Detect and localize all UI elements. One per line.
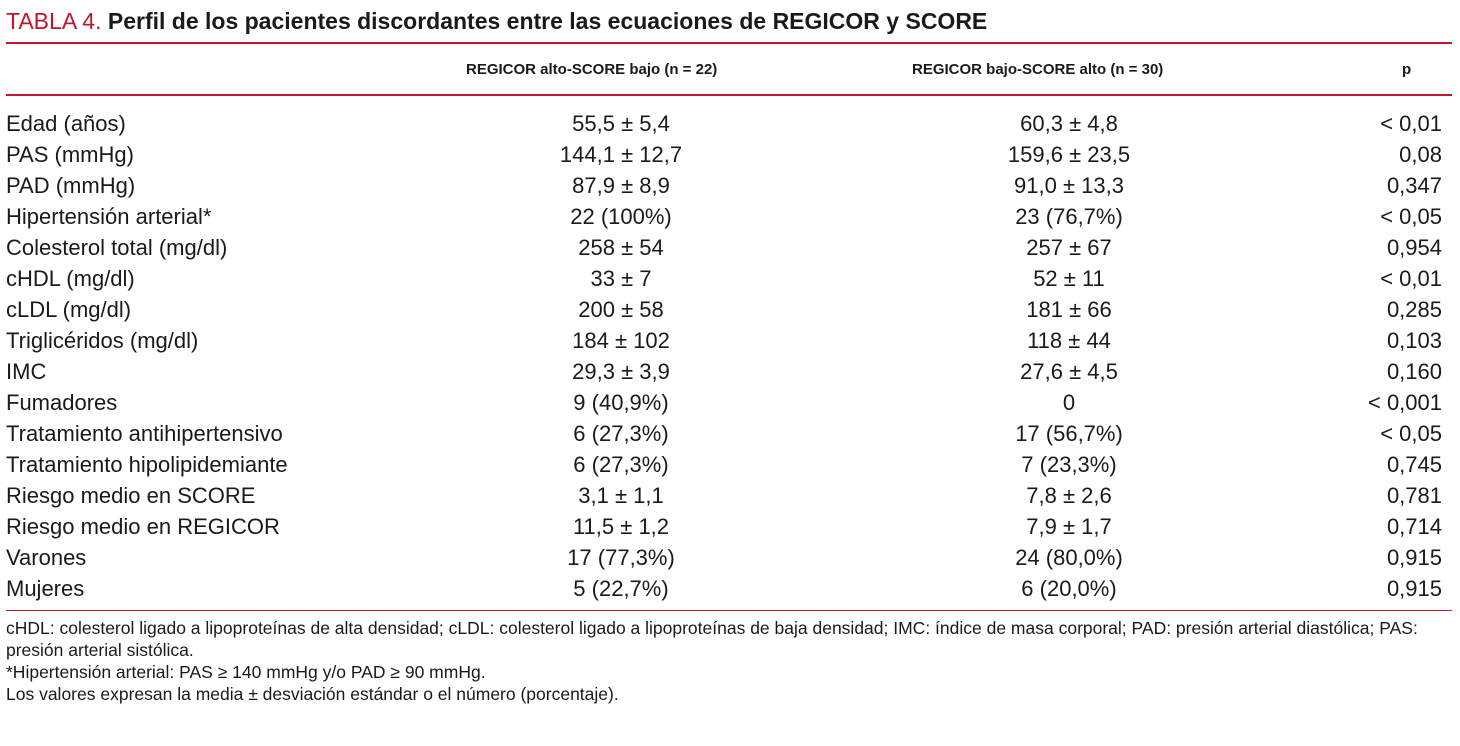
row-label: Riesgo medio en REGICOR [6, 514, 280, 539]
cell-p-value: 0,714 [1386, 514, 1442, 539]
header-divider [6, 94, 1452, 96]
cell-p-value: < 0,01 [1380, 266, 1442, 291]
cell-p-value: < 0,05 [1380, 421, 1442, 446]
cell-regicor-bajo: 0 [1062, 390, 1076, 415]
table-row [6, 232, 1452, 263]
table-row [6, 139, 1452, 170]
cell-regicor-bajo: 159,6 ± 23,5 [1007, 142, 1131, 167]
row-label: Fumadores [6, 390, 118, 415]
cell-regicor-alto: 22 (100%) [570, 204, 672, 229]
row-label: Triglicéridos (mg/dl) [6, 328, 199, 353]
cell-regicor-alto: 29,3 ± 3,9 [572, 359, 670, 384]
row-label: Tratamiento hipolipidemiante [6, 452, 288, 477]
table-row [6, 170, 1452, 201]
table-row [6, 294, 1452, 325]
row-label: IMC [6, 359, 47, 384]
table-row [6, 201, 1452, 232]
table-row [6, 511, 1452, 542]
table-row [6, 387, 1452, 418]
header-regicor-alto: REGICOR alto-SCORE bajo (n = 22) [466, 61, 718, 78]
cell-regicor-alto: 9 (40,9%) [573, 390, 669, 415]
row-label: Edad (años) [6, 111, 126, 136]
row-label: cLDL (mg/dl) [6, 297, 132, 322]
row-label: Mujeres [6, 576, 85, 601]
row-label: Tratamiento antihipertensivo [6, 421, 283, 446]
cell-p-value: 0,347 [1386, 173, 1442, 198]
cell-p-value: < 0,05 [1380, 204, 1442, 229]
table-body [6, 108, 1452, 604]
table-row [6, 449, 1452, 480]
cell-regicor-alto: 5 (22,7%) [573, 576, 669, 601]
cell-regicor-alto: 6 (27,3%) [573, 421, 669, 446]
cell-regicor-alto: 55,5 ± 5,4 [572, 111, 670, 136]
table-row [6, 108, 1452, 139]
cell-p-value: < 0,001 [1367, 390, 1442, 415]
table-row [6, 356, 1452, 387]
table-row [6, 480, 1452, 511]
table-header [6, 44, 1452, 94]
cell-regicor-alto: 87,9 ± 8,9 [572, 173, 670, 198]
cell-p-value: 0,954 [1386, 235, 1442, 260]
cell-regicor-bajo: 91,0 ± 13,3 [1014, 173, 1124, 198]
cell-regicor-alto: 33 ± 7 [590, 266, 652, 291]
footnote-hypertension: *Hipertensión arterial: PAS ≥ 140 mmHg y/o PAD ≥ 90 mmHg. [6, 662, 486, 682]
cell-p-value: 0,781 [1386, 483, 1442, 508]
row-label: Varones [6, 545, 87, 570]
cell-regicor-bajo: 60,3 ± 4,8 [1020, 111, 1118, 136]
cell-p-value: 0,08 [1399, 142, 1442, 167]
cell-p-value: 0,745 [1386, 452, 1442, 477]
cell-regicor-bajo: 17 (56,7%) [1015, 421, 1123, 446]
cell-p-value: 0,915 [1386, 545, 1442, 570]
footnote-values: Los valores expresan la media ± desviación estándar o el número (porcentaje). [6, 684, 619, 704]
table-title [6, 0, 1452, 42]
cell-regicor-alto: 17 (77,3%) [567, 545, 675, 570]
table-footnotes [6, 617, 1452, 705]
cell-regicor-bajo: 7 (23,3%) [1021, 452, 1117, 477]
row-label: PAD (mmHg) [6, 173, 136, 198]
cell-regicor-bajo: 181 ± 66 [1026, 297, 1112, 322]
cell-regicor-alto: 184 ± 102 [572, 328, 670, 353]
cell-regicor-alto: 3,1 ± 1,1 [578, 483, 664, 508]
table-row [6, 418, 1452, 449]
table-title-text: Perfil de los pacientes discordantes entre las ecuaciones de REGICOR y SCORE [107, 8, 988, 34]
cell-regicor-alto: 11,5 ± 1,2 [572, 514, 670, 539]
cell-regicor-bajo: 7,8 ± 2,6 [1026, 483, 1112, 508]
table-row [6, 542, 1452, 573]
cell-regicor-alto: 144,1 ± 12,7 [559, 142, 683, 167]
cell-regicor-bajo: 6 (20,0%) [1021, 576, 1117, 601]
row-label: PAS (mmHg) [6, 142, 134, 167]
footer-divider [6, 610, 1452, 611]
row-label: cHDL (mg/dl) [6, 266, 135, 291]
cell-regicor-bajo: 23 (76,7%) [1015, 204, 1123, 229]
table-row [6, 573, 1452, 604]
cell-p-value: 0,103 [1386, 328, 1442, 353]
cell-p-value: < 0,01 [1380, 111, 1442, 136]
cell-regicor-bajo: 118 ± 44 [1027, 328, 1111, 353]
footnote-abbreviations: cHDL: colesterol ligado a lipoproteínas de alta densidad; cLDL: colesterol ligado a lipoproteínas de baja densidad; IMC: índice de masa corporal; PAD: presión arterial diastólica; PAS: presión arterial sistólica. [6, 618, 1418, 660]
cell-regicor-bajo: 7,9 ± 1,7 [1026, 514, 1112, 539]
cell-regicor-alto: 200 ± 58 [578, 297, 664, 322]
cell-regicor-bajo: 27,6 ± 4,5 [1020, 359, 1118, 384]
table-row [6, 263, 1452, 294]
cell-regicor-bajo: 24 (80,0%) [1015, 545, 1123, 570]
cell-regicor-bajo: 52 ± 11 [1033, 266, 1105, 291]
cell-regicor-alto: 258 ± 54 [578, 235, 664, 260]
row-label: Colesterol total (mg/dl) [6, 235, 228, 260]
cell-p-value: 0,915 [1386, 576, 1442, 601]
cell-regicor-bajo: 257 ± 67 [1026, 235, 1112, 260]
cell-regicor-alto: 6 (27,3%) [573, 452, 669, 477]
header-regicor-bajo: REGICOR bajo-SCORE alto (n = 30) [912, 61, 1164, 78]
row-label: Hipertensión arterial* [6, 204, 212, 229]
table-row [6, 325, 1452, 356]
table-label: TABLA 4. [6, 8, 102, 34]
table-container [6, 0, 1452, 705]
row-label: Riesgo medio en SCORE [6, 483, 256, 508]
header-p: p [1402, 61, 1412, 78]
cell-p-value: 0,160 [1386, 359, 1442, 384]
cell-p-value: 0,285 [1386, 297, 1442, 322]
